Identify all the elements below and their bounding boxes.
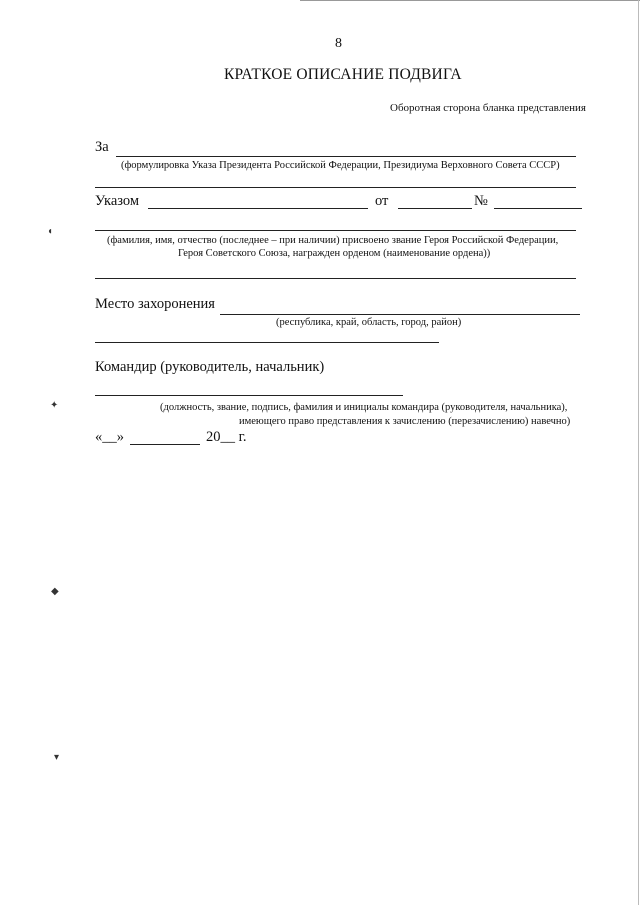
scan-speck: ▾ xyxy=(54,752,60,763)
page-number: 8 xyxy=(335,36,342,51)
burial-field-line[interactable] xyxy=(220,314,580,315)
page-subtitle: Оборотная сторона бланка представления xyxy=(390,102,586,114)
ukaz-date-line[interactable] xyxy=(398,208,472,209)
ukaz-field-line[interactable] xyxy=(148,208,368,209)
commander-field-line[interactable] xyxy=(95,395,403,396)
ukaz-number-line[interactable] xyxy=(494,208,582,209)
scan-speck: ◖ xyxy=(47,226,54,237)
scan-right-edge xyxy=(638,0,639,905)
ukaz-hint-1: (фамилия, имя, отчество (последнее – при наличии) присвоено звание Героя Российской Федерации, xyxy=(107,235,559,246)
za-hint: (формулировка Указа Президента Российской Федерации, Президиума Верховного Совета СССР) xyxy=(121,160,560,171)
ukaz-ot-label: от xyxy=(375,193,389,209)
ukaz-label: Указом xyxy=(95,193,140,209)
scan-speck: ✦ xyxy=(50,400,59,411)
scan-top-edge xyxy=(300,0,640,1)
za-extra-line[interactable] xyxy=(95,187,576,188)
ukaz-hint-2: Героя Советского Союза, награжден орденом (наименование ордена)) xyxy=(178,248,491,259)
burial-extra-line[interactable] xyxy=(95,342,439,343)
burial-hint: (республика, край, область, город, район) xyxy=(276,317,462,328)
date-month-line[interactable] xyxy=(130,444,200,445)
za-label: За xyxy=(95,139,109,155)
commander-hint-2: имеющего право представления к зачислению (перезачислению) навечно) xyxy=(239,416,571,427)
page-title: КРАТКОЕ ОПИСАНИЕ ПОДВИГА xyxy=(224,66,462,83)
ukaz-name-line[interactable] xyxy=(95,230,576,231)
date-year: 20__ г. xyxy=(206,429,247,445)
ukaz-number-label: № xyxy=(474,193,488,209)
commander-label: Командир (руководитель, начальник) xyxy=(95,359,325,375)
burial-label: Место захоронения xyxy=(95,296,215,312)
ukaz-order-line[interactable] xyxy=(95,278,576,279)
scan-speck: ◆ xyxy=(51,586,59,597)
date-day: «__» xyxy=(95,429,124,445)
commander-hint-1: (должность, звание, подпись, фамилия и инициалы командира (руководителя, начальника), xyxy=(160,402,568,413)
za-field-line[interactable] xyxy=(116,156,576,157)
